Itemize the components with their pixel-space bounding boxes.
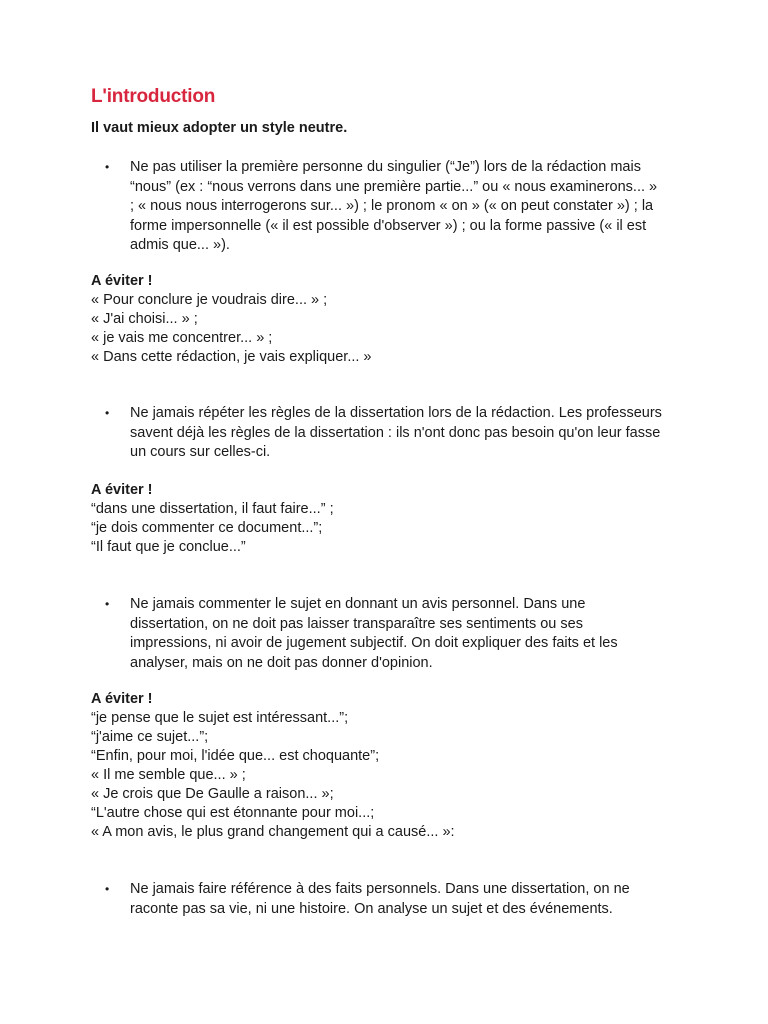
avoid-example: “Enfin, pour moi, l'idée que... est choquante”; xyxy=(91,748,380,764)
bullet-text xyxy=(130,158,685,256)
bullet-item-first-person xyxy=(105,158,685,256)
text-line: Ne jamais répéter les règles de la dissertation lors de la rédaction. Les professeurs xyxy=(130,405,662,421)
bullet-item-personal-facts xyxy=(105,880,685,919)
bullet-text xyxy=(130,404,685,463)
bullet-icon: • xyxy=(105,597,110,611)
avoid-example: “j'aime ce sujet...”; xyxy=(91,729,209,745)
bullet-icon: • xyxy=(105,160,110,174)
text-line: impressions, ni avoir de jugement subjectif. On doit expliquer des faits et les xyxy=(130,635,618,651)
bullet-item-personal-opinion xyxy=(105,595,685,673)
avoid-example: « Je crois que De Gaulle a raison... »; xyxy=(91,786,334,802)
avoid-example: “dans une dissertation, il faut faire...” ; xyxy=(91,501,334,517)
avoid-example: « A mon avis, le plus grand changement qui a causé... »: xyxy=(91,824,455,840)
subtitle: Il vaut mieux adopter un style neutre. xyxy=(91,120,348,136)
text-line: Ne jamais faire référence à des faits personnels. Dans une dissertation, on ne xyxy=(130,881,630,897)
avoid-example: « Pour conclure je voudrais dire... » ; xyxy=(91,292,328,308)
bullet-icon: • xyxy=(105,406,110,420)
avoid-block-first-person xyxy=(91,272,691,367)
avoid-example: « J'ai choisi... » ; xyxy=(91,311,198,327)
avoid-example: « Il me semble que... » ; xyxy=(91,767,246,783)
bullet-text xyxy=(130,595,685,673)
avoid-block-rules xyxy=(91,481,691,557)
text-line: “nous” (ex : “nous verrons dans une première partie...” ou « nous examinerons... » xyxy=(130,178,658,195)
bullet-text xyxy=(130,880,685,919)
avoid-example: “L'autre chose qui est étonnante pour moi...; xyxy=(91,805,375,821)
avoid-heading: A éviter ! xyxy=(91,273,153,289)
avoid-example: « je vais me concentrer... » ; xyxy=(91,330,273,346)
text-line: dissertation, on ne doit pas laisser transparaître ses sentiments ou ses xyxy=(130,615,583,632)
avoid-heading: A éviter ! xyxy=(91,482,153,498)
avoid-example: « Dans cette rédaction, je vais expliquer... » xyxy=(91,349,372,365)
text-line: Ne pas utiliser la première personne du singulier (“Je”) lors de la rédaction mais xyxy=(130,159,641,175)
bullet-item-rules xyxy=(105,404,685,463)
text-line: un cours sur celles-ci. xyxy=(130,444,271,460)
text-line: admis que... »). xyxy=(130,237,230,253)
text-line: Ne jamais commenter le sujet en donnant un avis personnel. Dans une xyxy=(130,596,586,612)
text-line: forme impersonnelle (« il est possible d'observer ») ; ou la forme passive (« il est xyxy=(130,217,647,234)
text-line: analyser, mais on ne doit pas donner d'opinion. xyxy=(130,654,433,671)
bullet-icon: • xyxy=(105,882,110,896)
page-title: L'introduction xyxy=(91,86,216,107)
avoid-heading: A éviter ! xyxy=(91,691,153,707)
avoid-example: “je dois commenter ce document...”; xyxy=(91,520,323,536)
text-line: savent déjà les règles de la dissertation : ils n'ont donc pas besoin qu'on leur fasse xyxy=(130,424,661,441)
avoid-example: “je pense que le sujet est intéressant...”; xyxy=(91,710,349,726)
text-line: raconte pas sa vie, ni une histoire. On analyse un sujet et des événements. xyxy=(130,900,613,917)
avoid-example: “Il faut que je conclue...” xyxy=(91,539,246,555)
text-line: ; « nous nous interrogerons sur... ») ; le pronom « on » (« on peut constater ») ; la xyxy=(130,198,654,214)
avoid-block-personal-opinion xyxy=(91,690,691,842)
